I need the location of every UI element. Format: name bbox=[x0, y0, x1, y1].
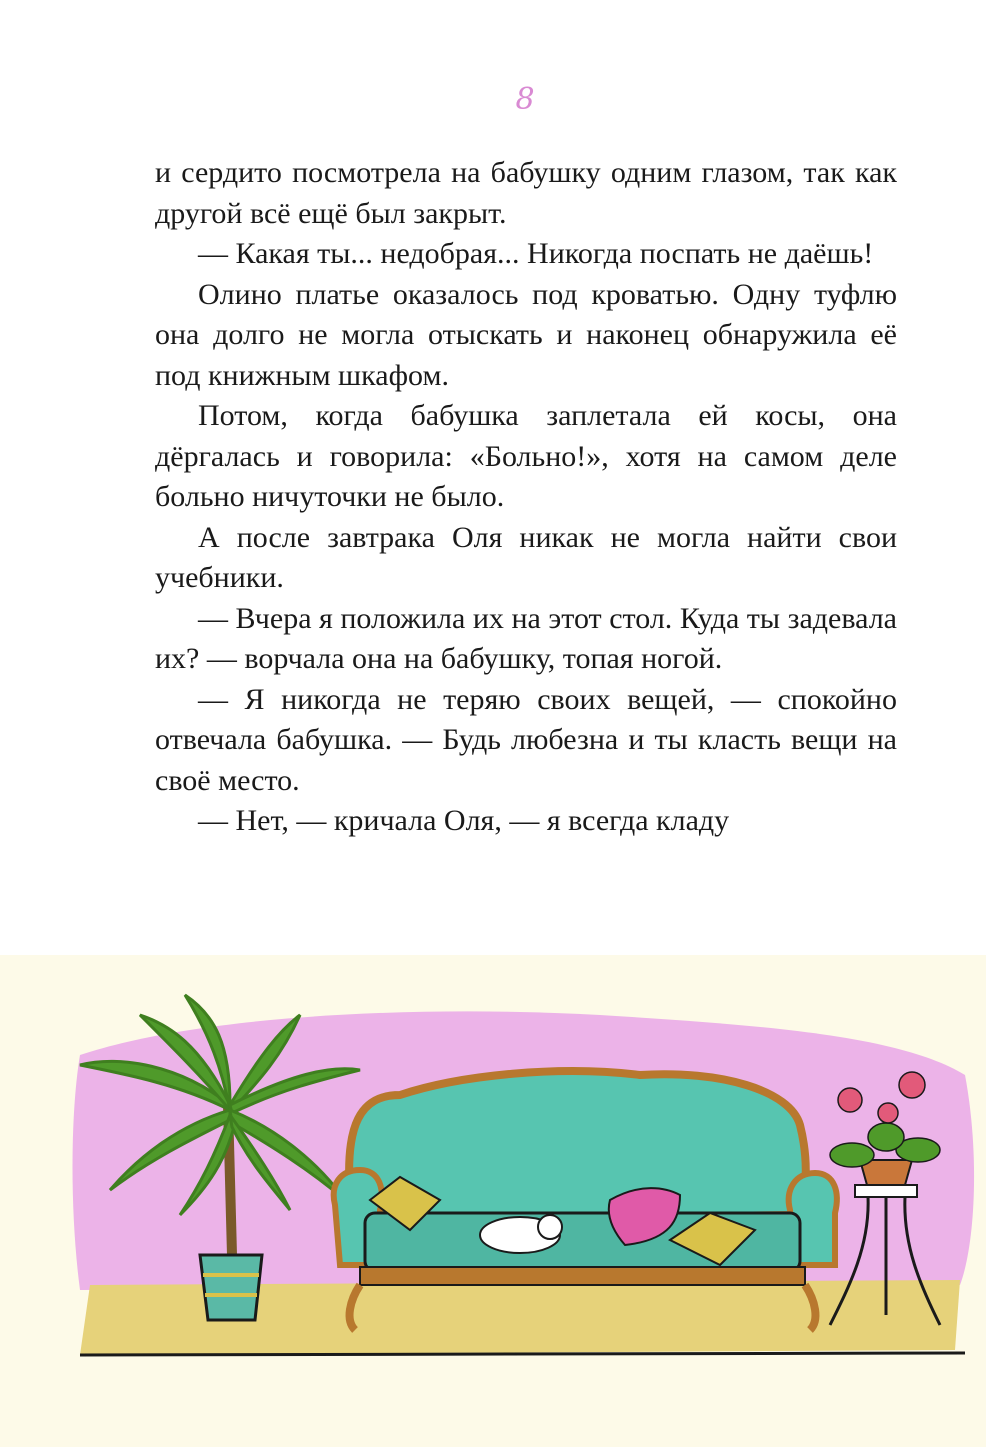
story-text bbox=[155, 153, 897, 842]
paragraph-6: — Вчера я положила их на этот стол. Куда ты задевала их? — ворчала она на бабушку, топая ногой. bbox=[155, 601, 897, 675]
paragraph-2: — Какая ты... недобрая... Никогда поспать не даёшь! bbox=[198, 237, 874, 270]
page-number: 8 bbox=[515, 82, 535, 117]
floor-line bbox=[80, 1353, 965, 1355]
paragraph-1: и сердито посмотрела на бабушку одним глазом, так как другой всё ещё был закрыт. bbox=[155, 156, 897, 230]
paragraph-8: — Нет, — кричала Оля, — я всегда кладу bbox=[198, 804, 730, 837]
paragraph-4: Потом, когда бабушка заплетала ей косы, она дёргалась и говорила: «Больно!», хотя на самом деле больно ничуточки не было. bbox=[155, 399, 897, 513]
paragraph-3: Олино платье оказалось под кроватью. Одну туфлю она долго не могла отыскать и наконец обнаружила её под книжным шкафом. bbox=[155, 277, 897, 392]
paragraph-7: — Я никогда не теряю своих вещей, — спокойно отвечала бабушка. — Будь любезна и ты класть вещи на своё место. bbox=[155, 682, 897, 797]
paragraph-5: А после завтрака Оля никак не могла найти свои учебники. bbox=[155, 520, 897, 594]
sofa-illustration bbox=[0, 955, 986, 1447]
